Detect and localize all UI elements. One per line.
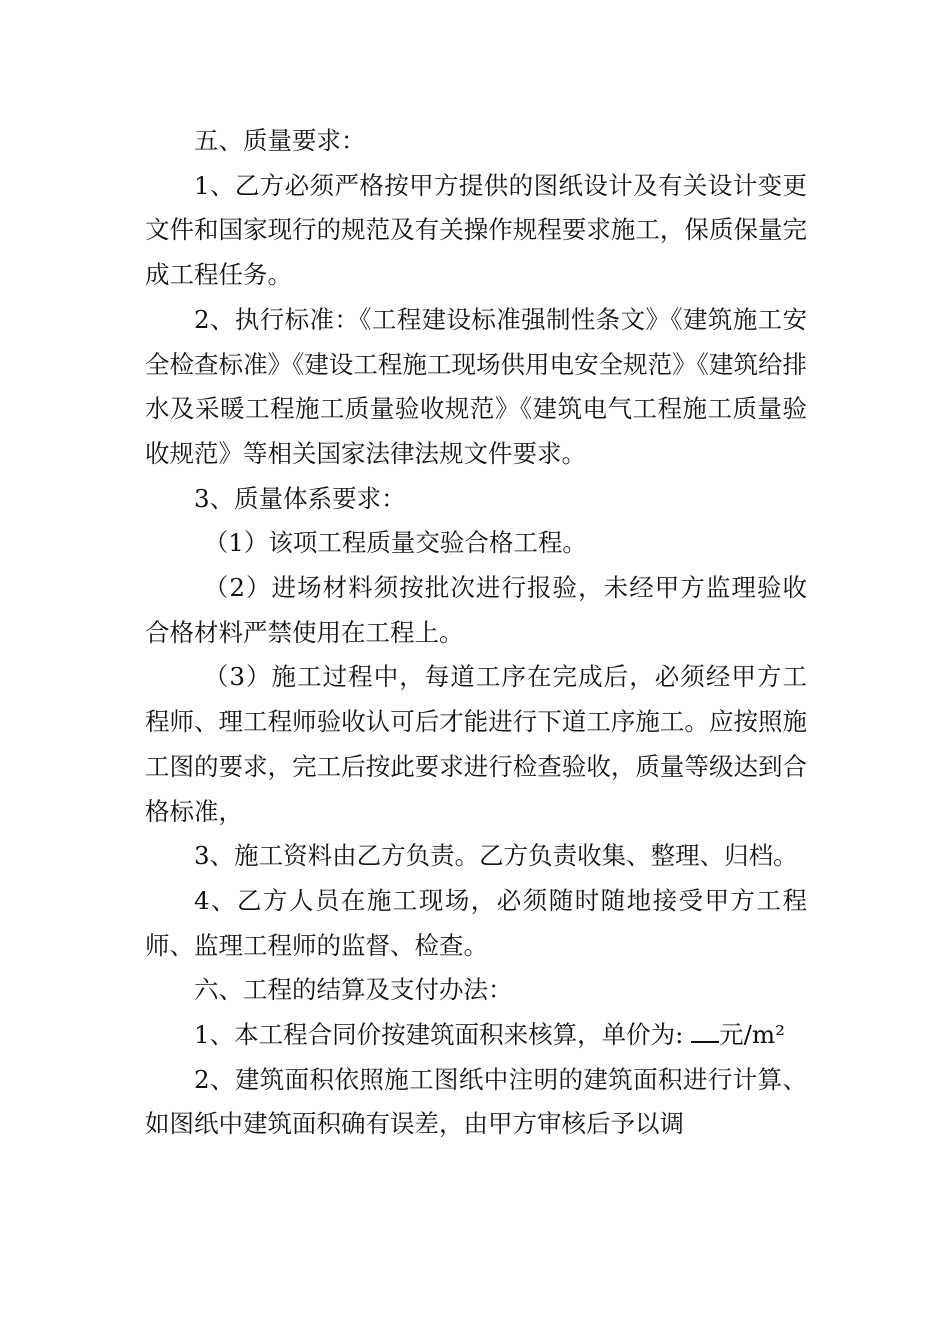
document-body — [145, 119, 807, 1147]
paragraph-item-4: 4、乙方人员在施工现场，必须随时随地接受甲方工程师、监理工程师的监督、检查。 — [145, 885, 807, 960]
paragraph-subitem-2: （2）进场材料须按批次进行报验，未经甲方监理验收合格材料严禁使用在工程上。 — [145, 573, 807, 647]
price-unit: 元/m² — [719, 1020, 785, 1050]
section-heading-quality: 五、质量要求： — [194, 126, 366, 155]
paragraph-item-3-heading: 3、质量体系要求： — [194, 483, 406, 513]
paragraph-item-1: 1、乙方必须严格按甲方提供的图纸设计及有关设计变更文件和国家现行的规范及有关操作规程要求施工，保质保量完成工程任务。 — [145, 170, 807, 290]
paragraph-subitem-1: （1）该项工程质量交验合格工程。 — [203, 528, 587, 558]
paragraph-price-line — [145, 1013, 807, 1058]
paragraph-area-calculation: 2、建筑面积依照施工图纸中注明的建筑面积进行计算、如图纸中建筑面积确有误差，由甲方审核后予以调 — [145, 1064, 807, 1139]
paragraph-subitem-3: （3）施工过程中，每道工序在完成后，必须经甲方工程师、理工程师验收认可后才能进行下道工序施工。应按照施工图的要求，完工后按此要求进行检查验收，质量等级达到合格标准， — [145, 662, 807, 826]
paragraph-item-2-standards: 2、执行标准：《工程建设标准强制性条文》《建筑施工安全检查标准》《建设工程施工现场供用电安全规范》《建筑给排水及采暖工程施工质量验收规范》《建筑电气工程施工质量验收规范》等相关国家法律法规文件要求。 — [145, 304, 807, 468]
price-blank — [691, 1021, 719, 1043]
paragraph-item-3-records: 3、施工资料由乙方负责。乙方负责收集、整理、归档。 — [194, 841, 798, 871]
section-heading-settlement: 六、工程的结算及支付办法： — [194, 975, 513, 1005]
price-line-prefix: 1、本工程合同价按建筑面积来核算，单价为: — [194, 1020, 692, 1050]
